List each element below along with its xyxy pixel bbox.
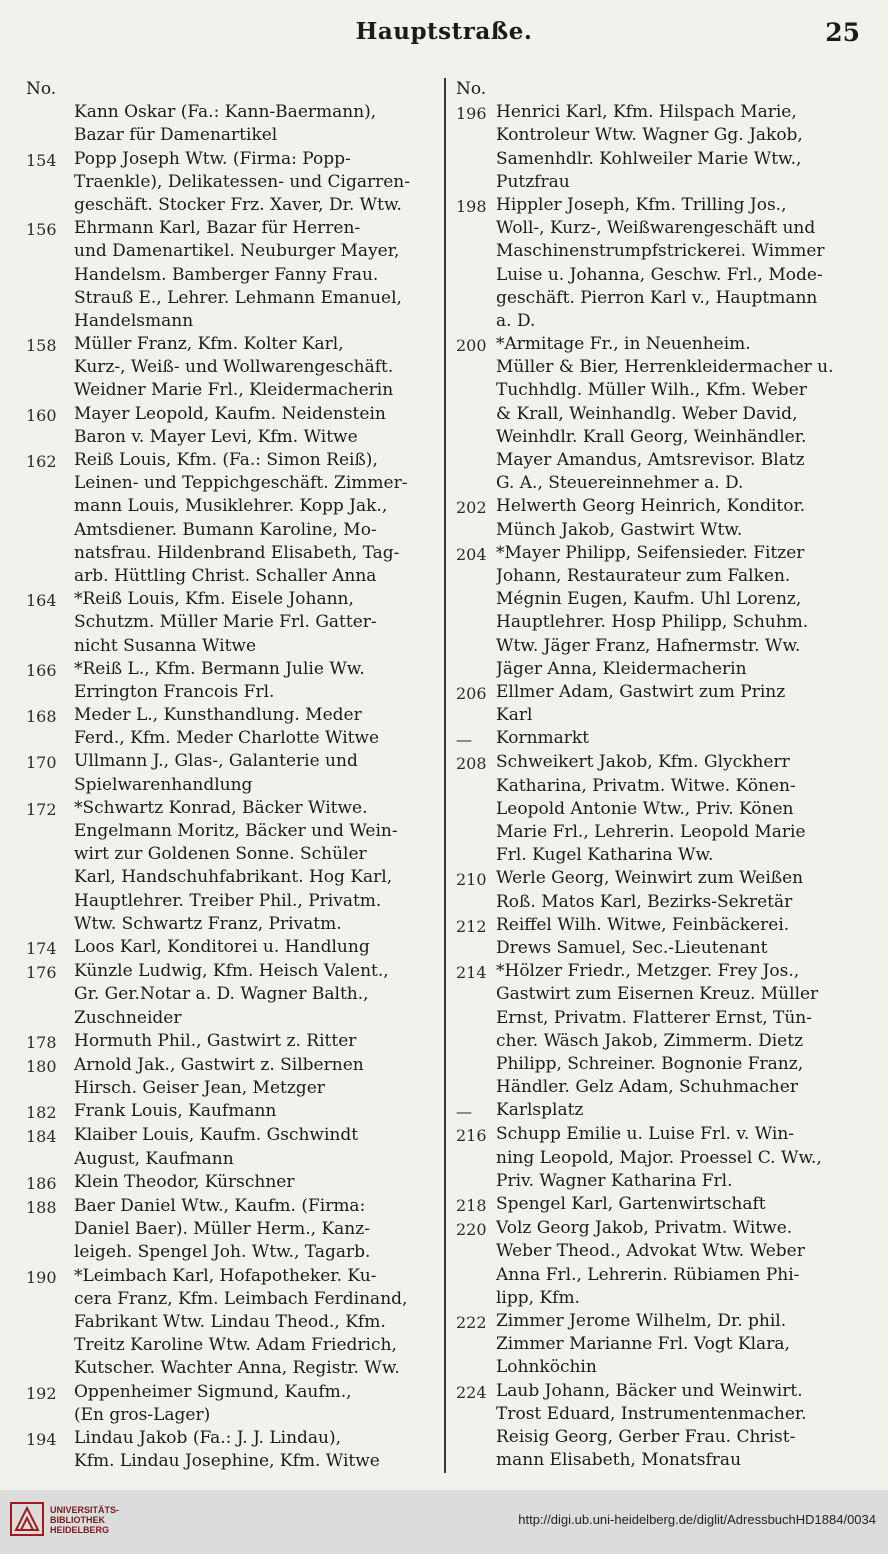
house-number: 200 (456, 336, 487, 356)
entry-line: Kfm. Lindau Josephine, Kfm. Witwe (74, 1451, 380, 1472)
entry-line: Ernst, Privatm. Flatterer Ernst, Tün- (496, 1007, 812, 1028)
address-entry (456, 751, 858, 867)
house-number (26, 101, 74, 147)
entry-line: *Schwartz Konrad, Bäcker Witwe. (74, 797, 368, 818)
address-entry (456, 914, 858, 960)
entry-line: *Armitage Fr., in Neuenheim. (496, 334, 751, 355)
entry-line: Samenhdlr. Kohlweiler Marie Wtw., (496, 148, 802, 169)
house-number: 202 (456, 498, 487, 518)
entry-text (496, 681, 858, 727)
entry-line: geschäft. Pierron Karl v., Hauptmann (496, 287, 818, 308)
entry-text (496, 1193, 858, 1217)
entry-line: Frl. Kugel Katharina Ww. (496, 845, 714, 866)
entry-text (74, 1265, 442, 1381)
footer-bar (0, 1490, 888, 1554)
entry-line: nicht Susanna Witwe (74, 635, 257, 656)
entry-line: lipp, Kfm. (496, 1287, 580, 1308)
address-entry (456, 495, 858, 541)
house-number: 160 (26, 405, 57, 425)
entry-line: Traenkle), Delikatessen- und Cigarren- (74, 171, 410, 192)
entry-line: *Hölzer Friedr., Metzger. Frey Jos., (496, 961, 800, 982)
house-number: 170 (26, 753, 57, 773)
entry-line: Helwerth Georg Heinrich, Konditor. (496, 496, 806, 517)
address-entry (26, 797, 442, 936)
house-number: 214 (456, 963, 487, 983)
address-entry (26, 217, 442, 333)
address-entry (456, 681, 858, 727)
entry-line: Engelmann Moritz, Bäcker und Wein- (74, 821, 398, 841)
entry-line: a. D. (496, 310, 536, 331)
entry-line: Karl (496, 705, 533, 726)
page-number: 25 (825, 18, 860, 47)
entry-line: Schutzm. Müller Marie Frl. Gatter- (74, 612, 377, 633)
house-number: 212 (456, 916, 487, 936)
entry-line: arb. Hüttling Christ. Schaller Anna (74, 565, 377, 586)
entry-line: August, Kaufmann (74, 1148, 234, 1169)
house-number: 220 (456, 1220, 487, 1240)
entry-line: Klein Theodor, Kürschner (74, 1171, 295, 1192)
entry-text (496, 914, 858, 960)
address-entry (456, 542, 858, 681)
entry-line: Drews Samuel, Sec.-Lieutenant (496, 937, 768, 958)
entry-line: Gastwirt zum Eisernen Kreuz. Müller (496, 984, 819, 1005)
house-number: 218 (456, 1196, 487, 1216)
entry-line: ning Leopold, Major. Proessel C. Ww., (496, 1147, 822, 1168)
house-number: 180 (26, 1056, 57, 1076)
address-entry (456, 727, 858, 751)
address-entry (456, 333, 858, 495)
entry-text (74, 797, 442, 936)
house-number: — (456, 730, 472, 750)
address-entry (26, 750, 442, 796)
address-entry (26, 658, 442, 704)
address-entry (26, 1381, 442, 1427)
entry-text (74, 1381, 442, 1427)
entry-line: Ellmer Adam, Gastwirt zum Prinz (496, 681, 786, 702)
house-number: 188 (26, 1198, 57, 1218)
library-name: UNIVERSITÄTS- BIBLIOTHEK HEIDELBERG (50, 1505, 120, 1535)
address-entry (26, 148, 442, 218)
entry-line: Händler. Gelz Adam, Schuhmacher (496, 1077, 798, 1098)
house-number: 156 (26, 220, 57, 240)
page-title: Hauptstraße. (355, 18, 533, 45)
address-entry (26, 1427, 442, 1473)
entry-line: Hauptlehrer. Hosp Philipp, Schuhm. (496, 612, 809, 633)
house-number: 192 (26, 1383, 57, 1403)
entry-line: Errington Francois Frl. (74, 681, 275, 702)
entry-line: Schupp Emilie u. Luise Frl. v. Win- (496, 1124, 795, 1145)
entry-line: Reiß Louis, Kfm. (Fa.: Simon Reiß), (74, 450, 378, 470)
entry-line: mann Louis, Musiklehrer. Kopp Jak., (74, 496, 388, 517)
entry-line: cher. Wäsch Jakob, Zimmerm. Dietz (496, 1030, 804, 1051)
address-entry (26, 960, 442, 1030)
entry-line: Kurz-, Weiß- und Wollwarengeschäft. (74, 357, 394, 378)
house-number: 190 (26, 1267, 57, 1287)
entry-text (74, 960, 442, 1030)
house-number: 184 (26, 1127, 57, 1147)
entry-line: Daniel Baer). Müller Herm., Kanz- (74, 1219, 370, 1240)
house-number: 162 (26, 452, 57, 471)
entry-line: Leinen- und Teppichgeschäft. Zimmer- (74, 473, 408, 494)
entry-line: Woll-, Kurz-, Weißwarengeschäft und (496, 218, 816, 239)
university-logo-icon (10, 1502, 44, 1536)
entry-line: Kornmarkt (496, 728, 590, 749)
entry-text (74, 1124, 442, 1170)
house-number: 198 (456, 196, 487, 216)
entry-line: Wtw. Schwartz Franz, Privatm. (74, 913, 342, 934)
entry-line: *Reiß Louis, Kfm. Eisele Johann, (74, 589, 354, 610)
entry-line: Volz Georg Jakob, Privatm. Witwe. (496, 1218, 793, 1239)
entry-line: Spengel Karl, Gartenwirtschaft (496, 1194, 766, 1215)
entry-text (74, 1427, 442, 1473)
entry-line: cera Franz, Kfm. Leimbach Ferdinand, (74, 1288, 408, 1309)
house-number: 174 (26, 938, 57, 958)
entry-line: Hirsch. Geiser Jean, Metzger (74, 1078, 325, 1099)
column-header-no: No. (456, 79, 487, 99)
entry-line: und Damenartikel. Neuburger Mayer, (74, 241, 400, 262)
entry-text (496, 1099, 858, 1123)
entry-line: Jäger Anna, Kleidermacherin (496, 658, 747, 679)
address-entry (456, 194, 858, 333)
house-number: 208 (456, 754, 487, 774)
entry-text (496, 542, 858, 681)
entry-line: Trost Eduard, Instrumentenmacher. (496, 1403, 807, 1424)
entry-line: geschäft. Stocker Frz. Xaver, Dr. Wtw. (74, 194, 402, 215)
page-header (0, 18, 888, 52)
address-entry (26, 1124, 442, 1170)
entry-line: Handelsm. Bamberger Fanny Frau. (74, 264, 379, 285)
entry-text (74, 101, 442, 147)
address-entry (26, 936, 442, 960)
address-entry (456, 1099, 858, 1123)
entry-line: mann Elisabeth, Monatsfrau (496, 1450, 742, 1471)
address-entry (456, 1193, 858, 1217)
entry-line: Zuschneider (74, 1007, 182, 1028)
entry-line: Popp Joseph Wtw. (Firma: Popp- (74, 148, 351, 169)
address-entry (26, 1100, 442, 1124)
column-header-no: No. (26, 79, 57, 99)
entry-line: Baer Daniel Wtw., Kaufm. (Firma: (74, 1196, 366, 1217)
entry-line: Spielwarenhandlung (74, 774, 253, 795)
house-number: 204 (456, 544, 487, 564)
entry-text (74, 148, 442, 218)
house-number: 182 (26, 1103, 57, 1123)
house-number: 216 (456, 1126, 487, 1146)
entry-line: Lindau Jakob (Fa.: J. J. Lindau), (74, 1427, 342, 1448)
house-number: 168 (26, 707, 57, 727)
entry-line: Meder L., Kunsthandlung. Meder (74, 705, 362, 726)
entry-line: Weidner Marie Frl., Kleidermacherin (74, 380, 394, 401)
entry-line: Amtsdiener. Bumann Karoline, Mo- (74, 519, 377, 540)
entry-text (74, 704, 442, 750)
house-number: 154 (26, 150, 57, 170)
house-number: 178 (26, 1032, 57, 1052)
entry-line: Reisig Georg, Gerber Frau. Christ- (496, 1426, 796, 1447)
address-entry (26, 1195, 442, 1265)
house-number: 196 (456, 104, 487, 124)
entry-line: *Reiß L., Kfm. Bermann Julie Ww. (74, 658, 365, 679)
address-entry (456, 1217, 858, 1310)
address-entry (26, 333, 442, 403)
entry-text (496, 101, 858, 194)
address-entry (26, 704, 442, 750)
house-number: 210 (456, 870, 487, 890)
entry-text (74, 1171, 442, 1195)
house-number: 186 (26, 1173, 57, 1193)
entry-line: Kutscher. Wachter Anna, Registr. Ww. (74, 1358, 400, 1379)
address-entry (456, 1310, 858, 1380)
entry-text (496, 194, 858, 333)
entry-line: Roß. Matos Karl, Bezirks-Sekretär (496, 891, 793, 912)
entry-line: Katharina, Privatm. Witwe. Könen- (496, 775, 796, 796)
address-entry (456, 1123, 858, 1193)
entry-text (74, 333, 442, 403)
entry-line: Ferd., Kfm. Meder Charlotte Witwe (74, 728, 380, 749)
entry-line: Lohnköchin (496, 1357, 597, 1378)
address-entry (26, 1054, 442, 1100)
entry-line: Henrici Karl, Kfm. Hilspach Marie, (496, 102, 797, 123)
entry-line: Laub Johann, Bäcker und Weinwirt. (496, 1380, 803, 1401)
entry-line: Handelsmann (74, 310, 194, 331)
entry-line: (En gros-Lager) (74, 1404, 211, 1425)
entry-line: Wtw. Jäger Franz, Hafnermstr. Ww. (496, 635, 801, 656)
entry-line: Luise u. Johanna, Geschw. Frl., Mode- (496, 264, 823, 285)
entry-line: Marie Frl., Lehrerin. Leopold Marie (496, 822, 806, 843)
entry-line: Tuchhdlg. Müller Wilh., Kfm. Weber (496, 380, 807, 401)
address-entry (26, 403, 442, 449)
column-divider (444, 78, 446, 1473)
house-number: 176 (26, 963, 57, 983)
address-entry (26, 1171, 442, 1195)
entry-line: Mayer Leopold, Kaufm. Neidenstein (74, 403, 386, 424)
entry-line: Weber Theod., Advokat Wtw. Weber (496, 1241, 805, 1262)
entry-line: Weinhdlr. Krall Georg, Weinhändler. (496, 426, 807, 447)
address-entry (456, 960, 858, 1099)
entry-line: Karlsplatz (496, 1100, 584, 1121)
entry-text (496, 727, 858, 751)
entry-line: Künzle Ludwig, Kfm. Heisch Valent., (74, 961, 389, 982)
entry-line: G. A., Steuereinnehmer a. D. (496, 473, 744, 494)
entry-text (496, 751, 858, 867)
address-entry (26, 449, 442, 588)
entry-text (74, 449, 442, 588)
entry-text (74, 1054, 442, 1100)
entry-line: Karl, Handschuhfabrikant. Hog Karl, (74, 867, 393, 888)
house-number: 222 (456, 1312, 487, 1332)
entry-text (496, 867, 858, 913)
entry-line: Strauß E., Lehrer. Lehmann Emanuel, (74, 287, 402, 308)
house-number: 224 (456, 1382, 487, 1402)
entry-text (496, 1123, 858, 1193)
house-number: 158 (26, 336, 57, 356)
address-entry (456, 1380, 858, 1473)
entry-line: natsfrau. Hildenbrand Elisabeth, Tag- (74, 542, 400, 563)
entry-line: Baron v. Mayer Levi, Kfm. Witwe (74, 426, 358, 447)
entry-text (496, 1217, 858, 1310)
entry-line: *Mayer Philipp, Seifensieder. Fitzer (496, 542, 805, 563)
entry-line: Schweikert Jakob, Kfm. Glyckherr (496, 752, 790, 773)
entry-line: Klaiber Louis, Kaufm. Gschwindt (74, 1125, 359, 1146)
entry-line: Kann Oskar (Fa.: Kann-Baermann), (74, 102, 377, 123)
entry-text (74, 658, 442, 704)
entry-line: & Krall, Weinhandlg. Weber David, (496, 403, 798, 424)
source-url-link[interactable]: http://digi.ub.uni-heidelberg.de/diglit/AdressbuchHD1884/0034 (518, 1512, 876, 1527)
entry-line: Frank Louis, Kaufmann (74, 1101, 277, 1122)
entry-line: Arnold Jak., Gastwirt z. Silbernen (74, 1054, 364, 1075)
entry-text (74, 403, 442, 449)
entry-text (74, 1100, 442, 1124)
entry-line: Zimmer Jerome Wilhelm, Dr. phil. (496, 1310, 787, 1331)
entry-line: Fabrikant Wtw. Lindau Theod., Kfm. (74, 1312, 386, 1332)
entry-line: Werle Georg, Weinwirt zum Weißen (496, 868, 804, 889)
entry-text (496, 1310, 858, 1380)
entry-line: Treitz Karoline Wtw. Adam Friedrich, (74, 1335, 397, 1356)
house-number: — (456, 1102, 472, 1122)
entry-text (74, 1030, 442, 1054)
entry-line: Reiffel Wilh. Witwe, Feinbäckerei. (496, 914, 790, 935)
entry-line: Münch Jakob, Gastwirt Wtw. (496, 519, 743, 540)
house-number: 172 (26, 799, 57, 819)
entry-line: Putzfrau (496, 171, 570, 192)
entry-text (74, 1195, 442, 1265)
entry-line: Anna Frl., Lehrerin. Rübiamen Phi- (496, 1264, 800, 1285)
entry-line: Mayer Amandus, Amtsrevisor. Blatz (496, 450, 805, 470)
entry-line: Leopold Antonie Wtw., Priv. Könen (496, 798, 794, 819)
entry-line: leigeh. Spengel Joh. Wtw., Tagarb. (74, 1242, 371, 1263)
entry-line: Philipp, Schreiner. Bognonie Franz, (496, 1053, 804, 1074)
entry-line: Müller Franz, Kfm. Kolter Karl, (74, 334, 344, 355)
left-column (26, 78, 442, 1473)
entry-line: Johann, Restaurateur zum Falken. (496, 565, 791, 586)
entry-line: Ullmann J., Glas-, Galanterie und (74, 751, 358, 772)
entry-text (496, 333, 858, 495)
entry-line: Maschinenstrumpfstrickerei. Wimmer (496, 241, 825, 262)
entry-line: Zimmer Marianne Frl. Vogt Klara, (496, 1334, 790, 1355)
house-number: 164 (26, 591, 57, 611)
entry-text (74, 750, 442, 796)
address-entry (26, 588, 442, 658)
address-entry (26, 1265, 442, 1381)
entry-line: Ehrmann Karl, Bazar für Herren- (74, 218, 361, 239)
house-number: 166 (26, 660, 57, 680)
entry-text (74, 936, 442, 960)
entry-text (74, 588, 442, 658)
address-entry (26, 1030, 442, 1054)
entry-line: Priv. Wagner Katharina Frl. (496, 1170, 733, 1191)
address-entry (456, 867, 858, 913)
address-entry (26, 101, 442, 147)
entry-line: Loos Karl, Konditorei u. Handlung (74, 936, 370, 957)
address-entry (456, 101, 858, 194)
entry-text (496, 1380, 858, 1473)
house-number: 206 (456, 683, 487, 703)
entry-line: Hormuth Phil., Gastwirt z. Ritter (74, 1030, 357, 1051)
entry-line: Oppenheimer Sigmund, Kaufm., (74, 1381, 352, 1402)
entry-line: *Leimbach Karl, Hofapotheker. Ku- (74, 1265, 377, 1286)
entry-line: Müller & Bier, Herrenkleidermacher u. (496, 357, 834, 378)
entry-text (496, 960, 858, 1099)
entry-line: Mégnin Eugen, Kaufm. Uhl Lorenz, (496, 589, 802, 610)
entry-line: Hauptlehrer. Treiber Phil., Privatm. (74, 890, 382, 911)
entry-text (496, 495, 858, 541)
right-column (456, 78, 858, 1472)
house-number: 194 (26, 1429, 57, 1449)
entry-line: Bazar für Damenartikel (74, 125, 278, 146)
entry-line: Kontroleur Wtw. Wagner Gg. Jakob, (496, 125, 803, 146)
entry-line: wirt zur Goldenen Sonne. Schüler (74, 844, 367, 865)
entry-text (74, 217, 442, 333)
entry-line: Hippler Joseph, Kfm. Trilling Jos., (496, 194, 787, 215)
entry-line: Gr. Ger.Notar a. D. Wagner Balth., (74, 984, 369, 1005)
